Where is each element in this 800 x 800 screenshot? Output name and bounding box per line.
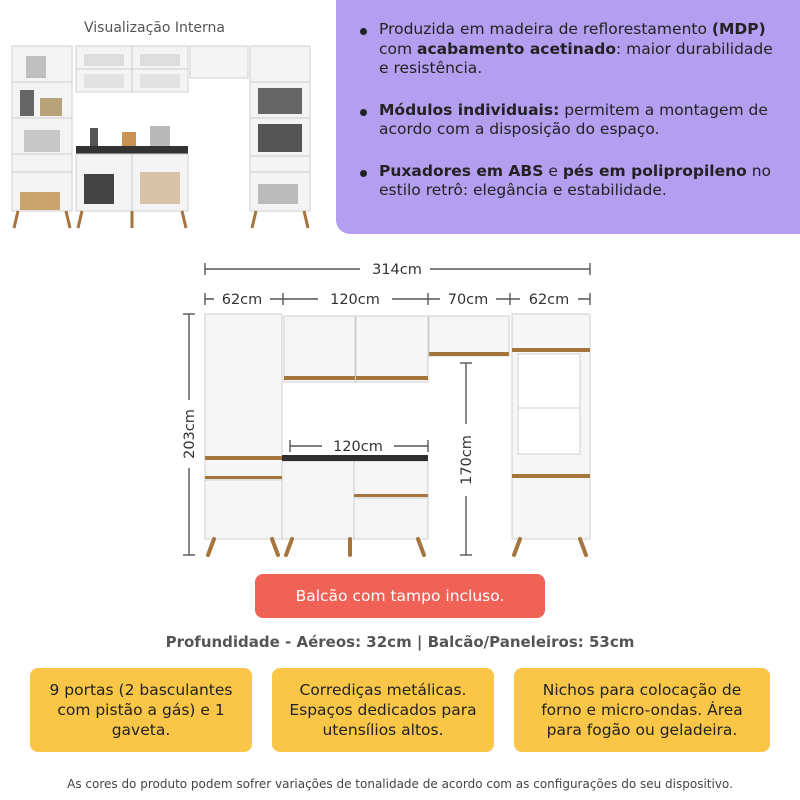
feature-bold-text: acabamento acetinado — [417, 39, 616, 58]
opening-height-label: 170cm — [459, 435, 475, 485]
feature-bold-text: Módulos individuais: — [379, 100, 560, 119]
module-4-width-label: 62cm — [528, 292, 570, 308]
feature-plain-text: com — [379, 39, 418, 58]
module-2-width-label: 120cm — [330, 292, 380, 308]
module-1-width-label: 62cm — [221, 292, 263, 308]
feature-bold-text: pés em polipropileno — [562, 161, 747, 180]
feature-plain-text: e — [543, 161, 563, 180]
total-width-label: 314cm — [372, 262, 422, 278]
feature-item — [360, 101, 782, 140]
info-box-slides: Corrediças metálicas. Espaços dedicados para utensílios altos. — [272, 668, 494, 752]
module-3-width-label: 70cm — [447, 292, 489, 308]
depth-note: Profundidade - Aéreos: 32cm | Balcão/Paneleiros: 53cm — [165, 633, 635, 651]
feature-text — [379, 101, 782, 140]
bullet-icon — [360, 109, 367, 116]
disclaimer-footer: As cores do produto podem sofrer variações de tonalidade de acordo com as configurações do seu dispositivo. — [67, 777, 733, 791]
bullet-icon — [360, 28, 367, 35]
feature-text — [379, 20, 782, 79]
feature-plain-text: Produzida em madeira de reflorestamento — [379, 20, 712, 38]
dimension-drawing — [0, 250, 800, 562]
feature-bold-text: Puxadores em ABS — [379, 161, 544, 180]
feature-plain-text: no estilo retrô: elegância e estabilidade. — [379, 161, 772, 199]
feature-plain-text: permitem a montagem de acordo com a disposição do espaço. — [379, 100, 768, 138]
feature-item — [360, 162, 782, 201]
feature-bold-text: (MDP) — [711, 20, 766, 38]
countertop-included-badge: Balcão com tampo incluso. — [255, 574, 545, 618]
info-box-doors: 9 portas (2 basculantes com pistão a gás) e 1 gaveta. — [30, 668, 252, 752]
bullet-icon — [360, 170, 367, 177]
feature-item — [360, 20, 782, 79]
feature-text — [379, 162, 782, 201]
counter-width-label: 120cm — [333, 439, 383, 455]
internal-view-illustration — [10, 44, 326, 234]
height-label: 203cm — [182, 409, 198, 459]
feature-plain-text: : maior durabilidade e resistência. — [379, 39, 773, 77]
info-box-niches: Nichos para colocação de forno e micro-ondas. Área para fogão ou geladeira. — [514, 668, 770, 752]
internal-view-title: Visualização Interna — [84, 20, 225, 36]
features-panel — [336, 0, 800, 234]
